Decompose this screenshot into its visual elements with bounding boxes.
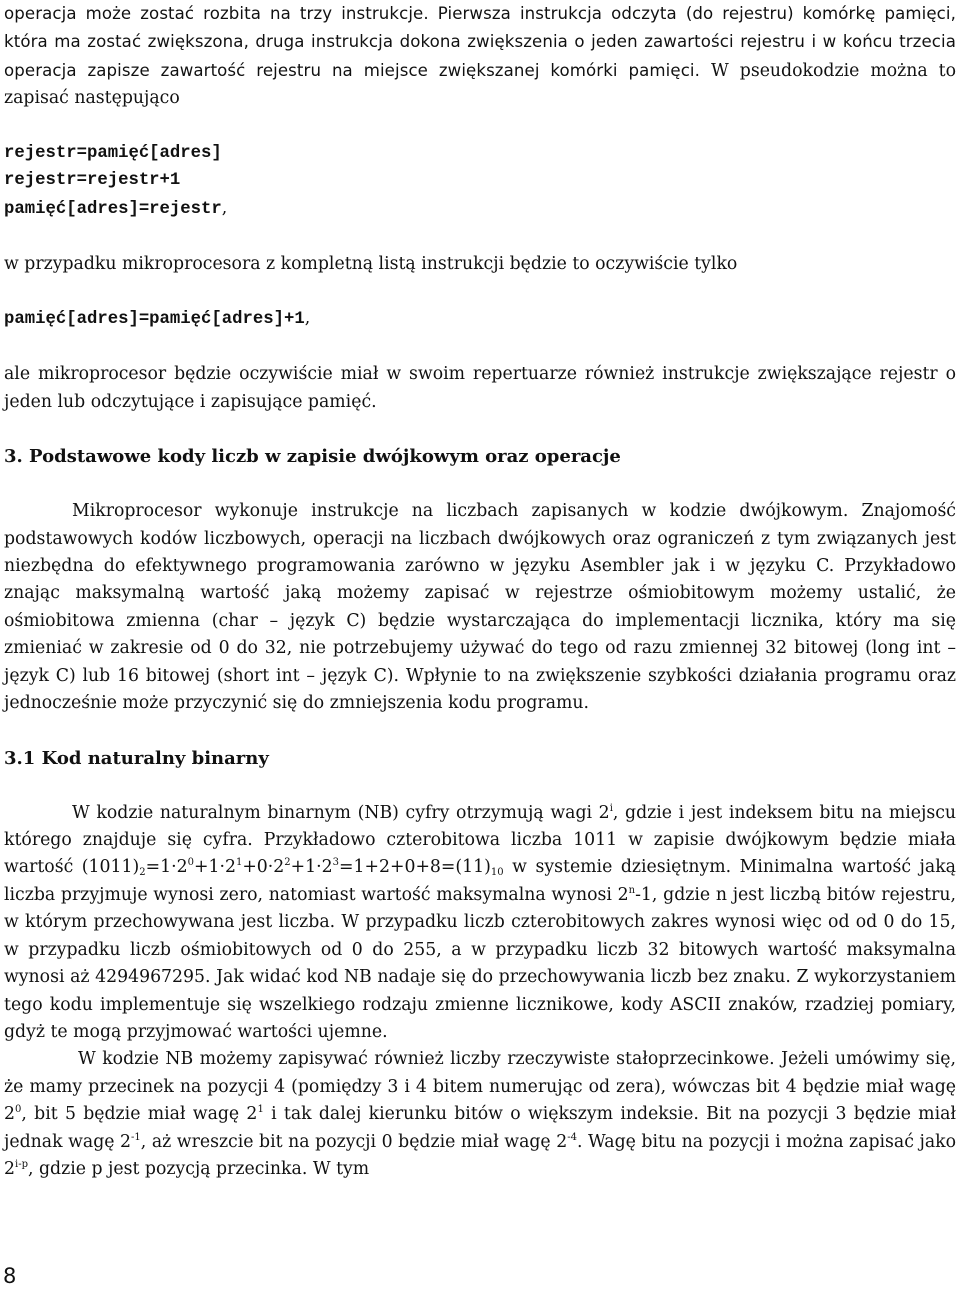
code-line-3-wrap xyxy=(4,195,956,223)
code-line-2: rejestr=rejestr+1 xyxy=(4,171,181,191)
fixed-point-paragraph: W kodzie NB możemy zapisywać również liczby rzeczywiste stałoprzecinkowe. Jeżeli umówimy się, że mamy przecinek na pozycji 4 (pomiędzy 3 i 4 bitem numerując od zera), wówczas bit 4 będzie miał wagę $2^0$, bit 5 będzie miał wagę $2^1$ i tak dalej kierunku bitów o większym indeksie. Bit na pozycji 3 będzie miał jednak wagę $2^{-1}$, aż wreszcie bit na pozycji 0 będzie miał wagę $2^{-4}$. Wagę bitu na pozycji i można zapisać jako 2$^{i-p}$, gdzie p jest pozycją przecinka. W tym xyxy=(4,1049,957,1179)
repertoire-paragraph: ale mikroprocesor będzie oczywiście miał w swoim repertuarze również instrukcje zwiększające rejestr o jeden lub odczytujące i zapisujące pamięć. xyxy=(4,364,956,412)
code-line-1: rejestr=pamięć[adres] xyxy=(4,144,222,164)
intro-paragraph xyxy=(4,0,956,113)
pseudocode-block-2 xyxy=(4,305,956,333)
section-3-1-heading: 3.1 Kod naturalny binarny xyxy=(4,747,269,769)
page-number: 8 xyxy=(3,1264,17,1288)
nb-code-paragraph: W kodzie naturalnym binarnym (NB) cyfry otrzymują wagi 2$^i$, gdzie i jest indeksem bitu na miejscu którego znajduje się cyfra. Przykładowo czterobitowa liczba 1011 w zapisie dwójkowym będzie miała wartość $(1011)_2=1\cdot 2^0+1\cdot 2^1+0\cdot 2^2+1\cdot 2^3=1+2+0+8=(11)_{10}$ w systemie dziesiętnym. Minimalna wartość jaką liczba przyjmuje wynosi zero, natomiast wartość maksymalna wynosi 2$^n$-1, gdzie n jest liczbą bitów rejestru, w którym przechowywana jest liczba. W przypadku liczb czterobitowych zakres wynosi więc od od 0 do 15, w przypadku liczb ośmiobitowych od 0 do 255, a w przypadku liczb 32 bitowych wartość maksymalna wynosi aż 4294967295. Jak widać kod NB nadaje się do przechowywania liczb bez znaku. Z wykorzystaniem tego kodu implementuje się wszelkiego rodzaju zmienne licznikowe, kody ASCII znaków, rzadziej pomiary, gdyż te mogą przyjmować wartości ujemne. xyxy=(4,802,956,1042)
code-line-3-trailing: , xyxy=(221,197,228,218)
intro-sans-text: operacja może zostać rozbita na trzy instrukcje. Pierwsza instrukcja odczyta (do rejestru) komórkę pamięci, która ma zostać zwiększona, druga instrukcja dokona zwiększenia o jeden zawartości rejestru i w końcu trzecia operacja zapisze zawartość rejestru na miejsce zwiększanej komórki pamięci. xyxy=(4,4,956,80)
intro-serif-text: W pseudokodzie można to zapisać następująco xyxy=(4,60,956,109)
section-3-heading: 3. Podstawowe kody liczb w zapisie dwójkowym oraz operacje xyxy=(4,446,621,468)
code-line-3: pamięć[adres]=rejestr xyxy=(4,199,222,219)
code-line-single: pamięć[adres]=pamięć[adres]+1 xyxy=(4,310,305,330)
section-3-paragraph: Mikroprocesor wykonuje instrukcje na liczbach zapisanych w kodzie dwójkowym. Znajomość podstawowych kodów liczbowych, operacji na liczbach dwójkowych oraz ograniczeń z tym związanych jest niezbędna do efektywnego programowania zarówno w języku Asembler jak i w języku C. Przykładowo znając maksymalną wartość jaką możemy zapisać w rejestrze ośmiobitowym możemy ustalić, że ośmiobitowa zmienna (char – język C) będzie wystarczająca do implementacji licznika, który ma się zmieniać w zakresie od 0 do 32, nie potrzebujemy używać do tego od razu zmiennej 32 bitowej (long int – język C) lub 16 bitowej (short int – język C). Wpłynie to na zwiększenie szybkości działania programu oraz jednocześnie może przyczynić się do zmniejszenia kodu programu. xyxy=(4,501,956,714)
document-page xyxy=(4,0,956,1183)
code-line-single-trailing: , xyxy=(304,308,311,329)
pseudocode-block-1 xyxy=(4,140,956,223)
complete-list-paragraph: w przypadku mikroprocesora z kompletną listą instrukcji będzie to oczywiście tylko xyxy=(4,253,738,274)
